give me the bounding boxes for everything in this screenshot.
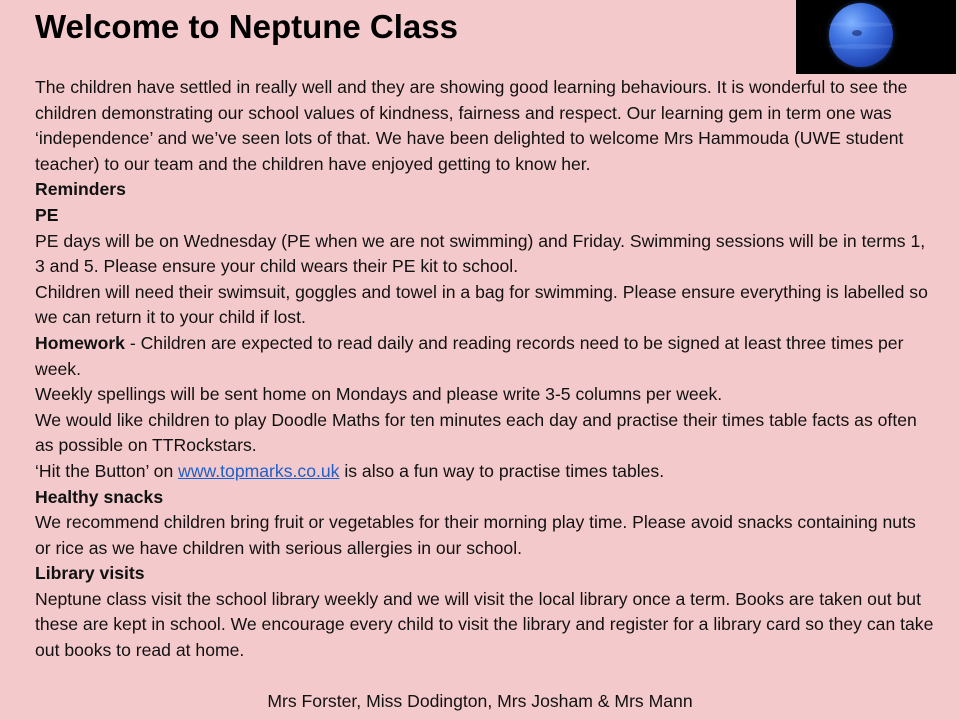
homework-spellings-text: Weekly spellings will be sent home on Mondays and please write 3-5 columns per week. xyxy=(35,384,723,405)
homework-paragraph xyxy=(35,331,935,382)
snacks-text: We recommend children bring fruit or vegetables for their morning play time. Please avoid snacks containing nuts or rice as we have children with serious allergies in our school. xyxy=(35,512,916,558)
pe-days-text: PE days will be on Wednesday (PE when we are not swimming) and Friday. Swimming sessions will be in terms 1, 3 and 5. Please ensure your child wears their PE kit to school. xyxy=(35,230,926,277)
planet-spot-decoration xyxy=(852,30,862,36)
pe-heading: PE xyxy=(35,204,59,225)
homework-heading: Homework xyxy=(35,332,125,353)
snacks-heading: Healthy snacks xyxy=(35,486,164,507)
neptune-planet-icon xyxy=(829,3,893,67)
hit-button-suffix: is also a fun way to practise times tables. xyxy=(339,460,665,481)
neptune-image xyxy=(796,0,956,74)
library-heading: Library visits xyxy=(35,563,145,584)
planet-band-decoration xyxy=(829,44,893,49)
hit-button-prefix: ‘Hit the Button’ on xyxy=(35,460,179,481)
page-title: Welcome to Neptune Class xyxy=(35,8,458,45)
planet-band-decoration xyxy=(829,22,893,27)
teacher-signoff: Mrs Forster, Miss Dodington, Mrs Josham & Mrs Mann xyxy=(267,691,693,711)
newsletter-body xyxy=(35,75,935,664)
reminders-heading: Reminders xyxy=(35,179,126,200)
intro-paragraph: The children have settled in really well and they are showing good learning behaviours. It is wonderful to see the children demonstrating our school values of kindness, fairness and respect. Our learning gem in term one was ‘independence’ and we’ve seen lots of that. We have been delighted to welcome Mrs Hammouda (UWE student teacher) to our team and the children have enjoyed getting to know her. xyxy=(35,77,908,174)
homework-hit-button-text xyxy=(35,459,935,485)
topmarks-link[interactable]: www.topmarks.co.uk xyxy=(178,460,340,481)
pe-swimming-text: Children will need their swimsuit, goggles and towel in a bag for swimming. Please ensure everything is labelled so we can return it to your child if lost. xyxy=(35,281,928,328)
homework-maths-text: We would like children to play Doodle Maths for ten minutes each day and practise their times table facts as often as possible on TTRockstars. xyxy=(35,409,917,456)
homework-reading-text: - Children are expected to read daily and reading records need to be signed at least three times per week. xyxy=(35,332,904,379)
library-text: Neptune class visit the school library weekly and we will visit the local library once a term. Books are taken out but these are kept in school. We encourage every child to visit the library and register for a library card so they can take out books to read at home. xyxy=(35,588,934,661)
